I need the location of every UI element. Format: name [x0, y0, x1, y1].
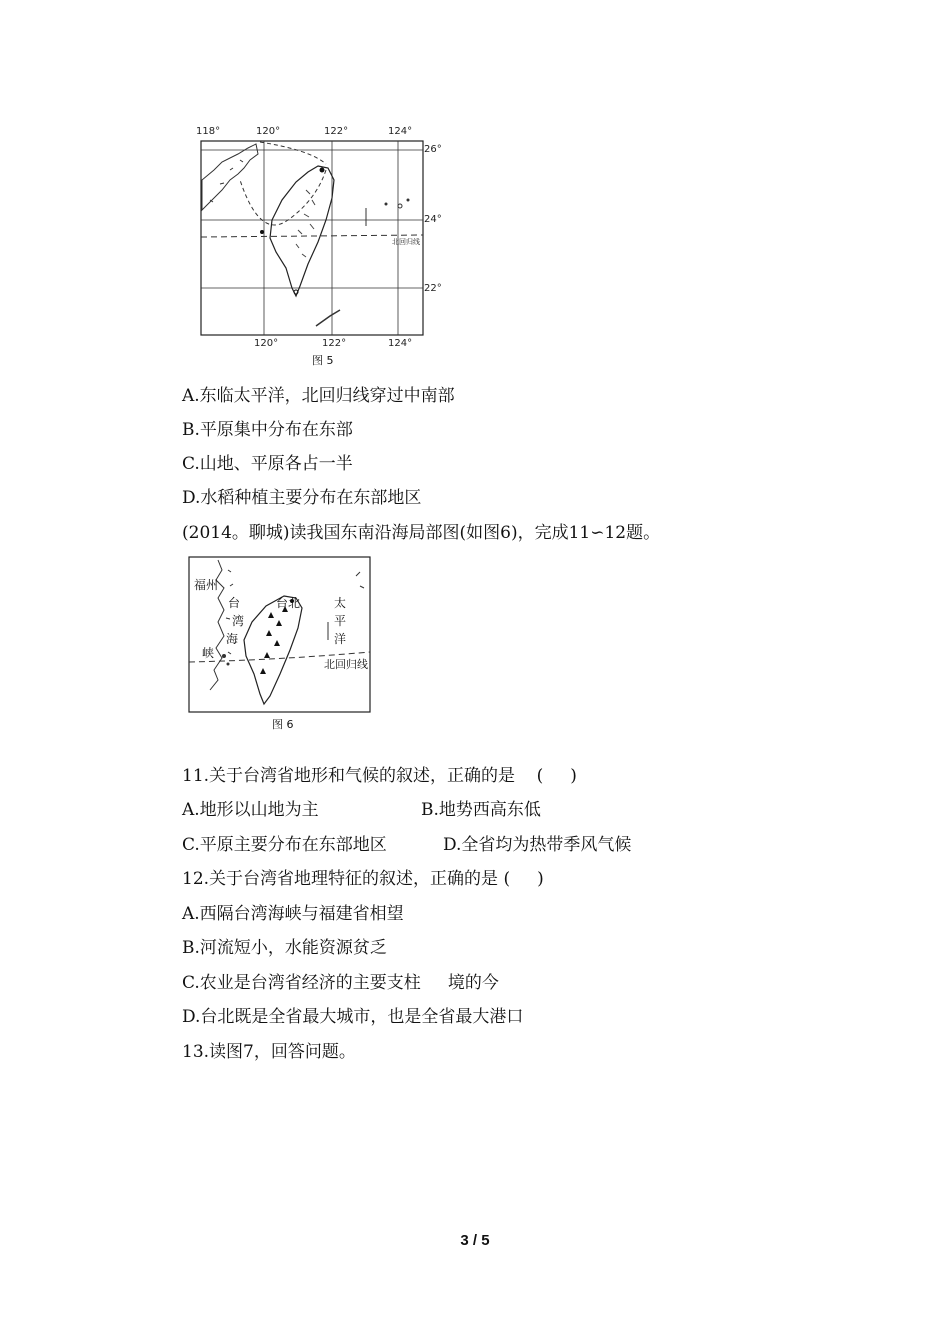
option-d: D.水稻种植主要分布在东部地区: [182, 488, 422, 508]
q12-option-b: B.河流短小，水能资源贫乏: [182, 938, 387, 958]
q12-stem: 12.关于台湾省地理特征的叙述，正确的是 ( ): [182, 869, 544, 889]
option-c: C.山地、平原各占一半: [182, 454, 353, 474]
option-b: B.平原集中分布在东部: [182, 420, 353, 440]
right-tick: 22°: [424, 283, 442, 294]
label-strait: 台: [228, 596, 241, 610]
q11-option-c: C.平原主要分布在东部地区: [182, 835, 387, 855]
q12-option-a: A.西隔台湾海峡与福建省相望: [182, 904, 404, 924]
top-tick: 124°: [388, 126, 413, 137]
right-tick: 26°: [424, 144, 442, 155]
label-pacific: 太: [334, 596, 347, 610]
q11-stem: 11.关于台湾省地形和气候的叙述，正确的是 ( ): [182, 766, 577, 786]
top-tick: 118°: [196, 126, 221, 137]
figure-5-caption: 图 5: [312, 354, 334, 367]
label-fuzhou: 福州: [194, 578, 219, 592]
figure-6: [188, 556, 374, 734]
label-pacific: 洋: [334, 632, 347, 646]
label-tropic: 北回归线: [324, 658, 368, 671]
page-number: 3 / 5: [460, 1232, 490, 1249]
taiwan-map-5: [200, 140, 426, 336]
q12-option-c: C.农业是台湾省经济的主要支柱 境的今: [182, 973, 499, 993]
label-taipei: 台北: [276, 596, 301, 610]
bottom-tick: 120°: [254, 338, 279, 349]
label-strait: 峡: [202, 646, 215, 660]
bottom-tick: 124°: [388, 338, 413, 349]
figure-6-caption: 图 6: [272, 718, 294, 731]
q11-option-d: D.全省均为热带季风气候: [443, 835, 632, 855]
figure-5: [196, 126, 446, 366]
label-pacific: 平: [334, 614, 347, 628]
option-a: A.东临太平洋，北回归线穿过中南部: [182, 386, 455, 406]
tropic-label: 北回归线: [392, 238, 420, 246]
label-strait: 湾: [232, 614, 245, 628]
intro-text: (2014。聊城)读我国东南沿海局部图(如图6)，完成11∽12题。: [182, 523, 661, 543]
right-tick: 24°: [424, 214, 442, 225]
q12-option-d: D.台北既是全省最大城市，也是全省最大港口: [182, 1007, 524, 1027]
bottom-tick: 122°: [322, 338, 347, 349]
q11-option-a: A.地形以山地为主: [182, 800, 319, 820]
q13-stem: 13.读图7，回答问题。: [182, 1042, 356, 1062]
label-strait: 海: [226, 632, 239, 646]
q11-option-b: B.地势西高东低: [421, 800, 541, 820]
top-tick: 122°: [324, 126, 349, 137]
top-tick: 120°: [256, 126, 281, 137]
